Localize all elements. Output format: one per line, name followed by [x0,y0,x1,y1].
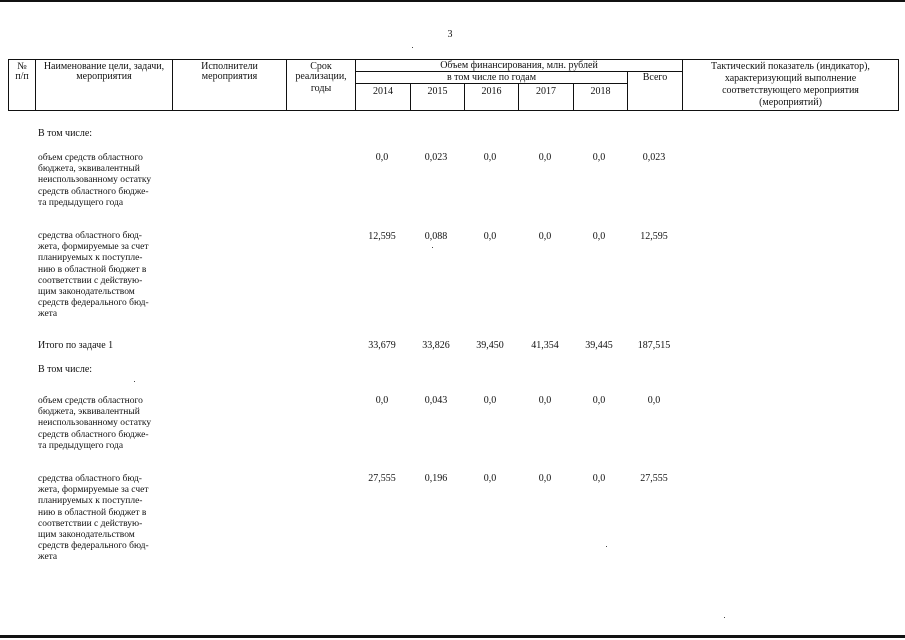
value-total: 0,0 [647,395,661,406]
value-2016: 0,0 [483,395,497,406]
section-label: В том числе: [38,364,93,375]
year-2015-header: 2015 [427,86,448,97]
value-2016: 39,450 [476,340,504,351]
col-term-header: Срок [310,61,332,72]
col-indicator-header-3: соответствующего мероприятия [722,85,859,96]
scan-speck [724,617,725,618]
value-2014: 27,555 [368,473,396,484]
value-2017: 0,0 [538,152,552,163]
row-description: средства областного бюд- жета, формируемые за счет планируемых к поступле- нию в областной бюджет в соответствии с действую- щим законодательством средств федерального бюд- жета [38,231,149,320]
section-label: В том числе: [38,128,93,139]
value-2015: 0,196 [424,473,448,484]
col-indicator-header-2: характеризующий выполнение [724,73,857,84]
value-2018: 0,0 [592,395,606,406]
col-indicator-header: Тактический показатель (индикатор), [711,61,870,72]
scan-speck [412,47,413,48]
col-by-years-header: в том числе по годам [446,72,537,83]
value-2018: 0,0 [592,231,606,242]
scan-speck [432,247,433,248]
value-2015: 0,023 [424,152,448,163]
col-term-header-sub: реализации, [295,71,347,82]
col-name-header-sub: мероприятия [76,71,132,82]
scan-speck [134,381,135,382]
value-2015: 33,826 [422,340,450,351]
col-num-header: № [17,61,27,72]
year-2016-header: 2016 [481,86,502,97]
value-2017: 0,0 [538,395,552,406]
value-2014: 0,0 [375,152,389,163]
value-2015: 0,088 [424,231,448,242]
col-indicator-header-4: (мероприятий) [759,97,822,108]
value-total: 187,515 [637,340,671,351]
scan-speck [606,546,607,547]
year-2018-header: 2018 [590,86,611,97]
value-2017: 41,354 [531,340,559,351]
col-term-header-sub2: годы [310,83,332,94]
value-total: 12,595 [640,231,668,242]
value-2017: 0,0 [538,473,552,484]
value-2018: 0,0 [592,473,606,484]
year-2017-header: 2017 [536,86,556,97]
row-description: средства областного бюд- жета, формируемые за счет планируемых к поступле- нию в областной бюджет в соответствии с действую- щим законодательством средств федерального бюд- жета [38,474,149,563]
value-2014: 33,679 [368,340,396,351]
top-border [0,0,905,2]
bottom-border [0,635,905,638]
col-exec-header-sub: мероприятия [201,71,258,82]
row-description: объем средств областного бюджета, эквивалентный неиспользованному остатку средств областного бюдже- та предыдущего года [38,153,152,208]
value-total: 0,023 [642,152,666,163]
col-num-header-sub: п/п [15,71,29,82]
value-2015: 0,043 [424,395,448,406]
value-2014: 12,595 [368,231,396,242]
value-2017: 0,0 [538,231,552,242]
value-2016: 0,0 [483,152,497,163]
col-funding-header: Объем финансирования, млн. рублей [440,60,598,71]
page-number: 3 [447,29,453,40]
year-2014-header: 2014 [373,86,393,97]
value-2018: 0,0 [592,152,606,163]
value-2016: 0,0 [483,473,497,484]
value-total: 27,555 [640,473,668,484]
col-total-header: Всего [642,72,668,83]
value-2016: 0,0 [483,231,497,242]
value-2014: 0,0 [375,395,389,406]
col-exec-header: Исполнители [201,61,258,72]
task-total-label: Итого по задаче 1 [38,340,114,351]
value-2018: 39,445 [585,340,613,351]
row-description: объем средств областного бюджета, эквивалентный неиспользованному остатку средств областного бюдже- та предыдущего года [38,396,152,451]
col-name-header: Наименование цели, задачи, [43,61,165,72]
